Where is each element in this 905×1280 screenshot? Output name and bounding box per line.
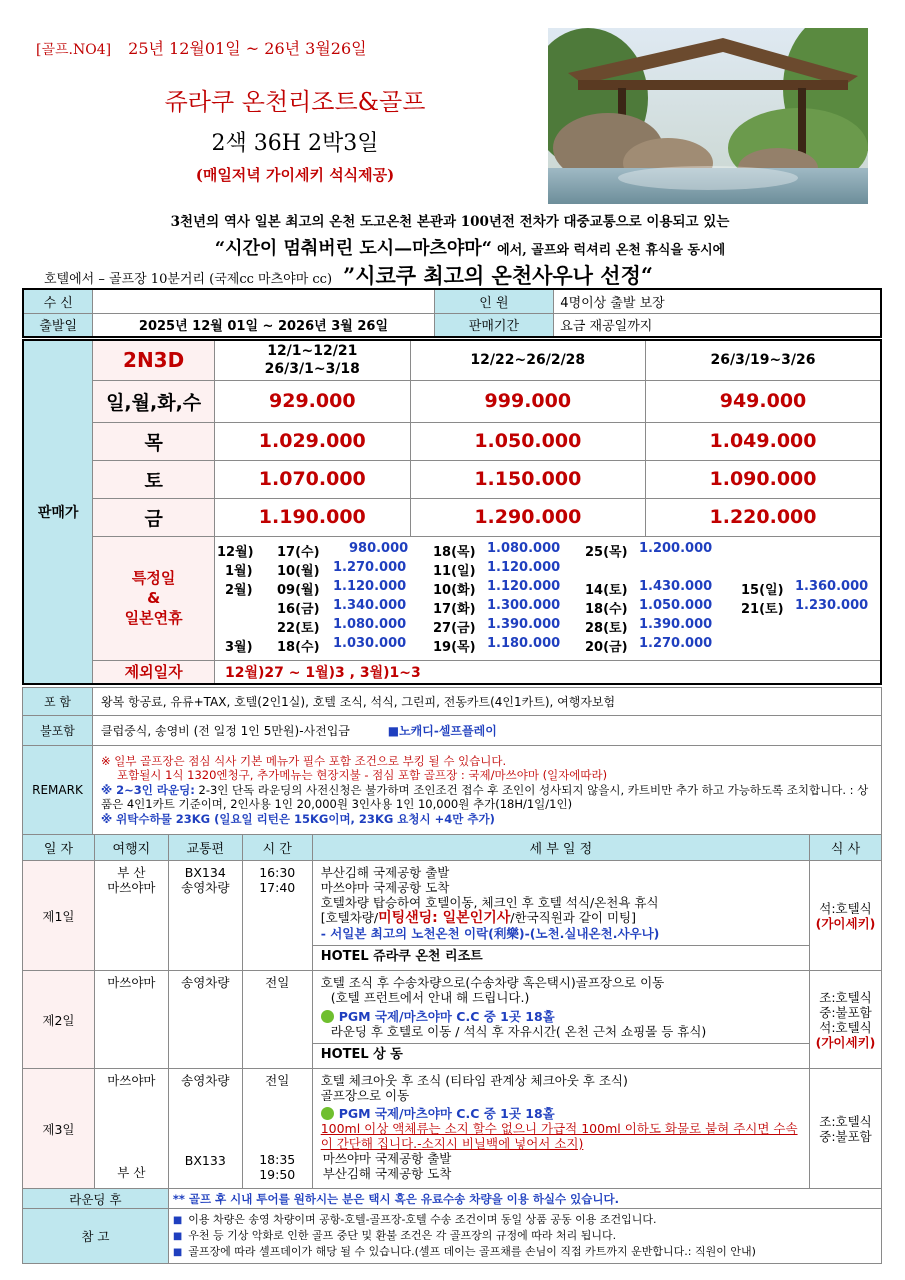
special-day: 14(토)	[584, 583, 628, 598]
special-day: 11(일)	[432, 564, 476, 579]
meeting-b: 미팅샌딩: 일본인기사	[378, 910, 511, 926]
remark-1: ※ 일부 골프장은 점심 식사 기본 메뉴가 필수 포함 조건으로 부킹 될 수 있습니다.	[100, 753, 507, 768]
intro-line-2	[120, 234, 820, 260]
price-cell: 1.290.000	[410, 498, 645, 536]
special-day: 17(화)	[432, 602, 476, 617]
exclusion-label: 제외일자	[93, 660, 215, 684]
special-price: 1.390.000	[638, 617, 713, 632]
special-price: 1.270.000	[638, 636, 713, 651]
square-bullet-icon: ■	[172, 1247, 183, 1258]
exclude-value: 클럽중식, 송영비 (전 일정 1인 5만원)-사전입금	[100, 724, 350, 738]
special-price: 1.180.000	[486, 636, 561, 651]
special-day: 20(금)	[584, 640, 628, 655]
meal: 조:호텔식 중:불포함	[810, 1069, 882, 1189]
period-line	[36, 36, 367, 59]
day-label: 일,월,화,수	[93, 380, 215, 422]
time	[242, 1069, 312, 1189]
meal-kaiseki: (가이세키)	[815, 1034, 876, 1050]
price-cell: 1.150.000	[410, 460, 645, 498]
day2-detail	[312, 971, 809, 1069]
remark-cell	[92, 746, 881, 835]
onsen-photo	[548, 28, 868, 204]
day-label: 제3일	[23, 1069, 95, 1189]
detail-line: 마쓰야마 국제공항 출발	[322, 1151, 452, 1166]
special-day: 09(월)	[276, 583, 320, 598]
col-meal: 식 사	[810, 835, 882, 861]
product-code: [골프.NO4]	[36, 42, 112, 58]
time: 전일	[242, 971, 312, 1069]
meeting-c: /한국직원과 같이 미팅]	[510, 910, 636, 925]
special-dates	[215, 539, 880, 657]
remark-label: REMARK	[23, 746, 93, 835]
range-1: 12/1~12/21 26/3/1~3/18	[214, 340, 410, 380]
day-label: 금	[93, 498, 215, 536]
reference-text: 골프장에 따라 셀프데이가 해당 될 수 있습니다.(셀프 데이는 골프채를 손님이 직접 카트까지 운반합니다.: 직원이 안내)	[188, 1245, 756, 1258]
special-day: 18(수)	[584, 602, 628, 617]
transport: 송영차량	[168, 971, 242, 1069]
reference-item	[173, 1212, 877, 1228]
info-table	[22, 288, 882, 338]
price-cell: 1.220.000	[646, 498, 881, 536]
price-side-label: 판매가	[23, 340, 93, 684]
day-label: 목	[93, 422, 215, 460]
month-label: 3월)	[224, 640, 253, 655]
depart-value: 2025년 12월 01일 ~ 2026년 3월 26일	[93, 313, 434, 337]
hotel-name: HOTEL 쥬라쿠 온천 리조트	[313, 945, 809, 966]
golf-icon	[321, 1107, 334, 1120]
include-value: 왕복 항공료, 유류+TAX, 호텔(2인1실), 호텔 조식, 석식, 그린피, 전동카트(4인1카트), 여행자보험	[92, 688, 881, 716]
people-label: 인 원	[434, 289, 554, 313]
meal-text: 조:호텔식 중:불포함 석:호텔식	[819, 989, 872, 1035]
time-1: 전일	[265, 1073, 290, 1088]
page-title: 쥬라쿠 온천리조트&골프	[164, 88, 426, 116]
special-price: 1.390.000	[486, 617, 561, 632]
liquid-warning: 100ml 이상 액체류는 소지 할수 없으니 가급적 100ml 이하도 화물로 붙혀 주시면 수속이 간단해 집니다.-소지시 비닐백에 넣어서 소지)	[320, 1121, 798, 1151]
self-play-note: ■노캐디-셀프플레이	[387, 724, 497, 738]
special-price: 1.050.000	[638, 598, 713, 613]
golf-line	[321, 1106, 801, 1121]
hotel-name: HOTEL 상 동	[313, 1043, 809, 1064]
special-price: 1.200.000	[638, 541, 713, 556]
remark-3-body: 2-3인 단독 라운딩의 사전신청은 불가하며 조인조건 접수 후 조인이 성사되지 않을시, 카트비만 추가 하고 가능하도록 조치합니다. : 상품은 4인1카트 기준이며, 2인사용 1인 20,000원 3인사용 1인 10,000원 추가(18H/1일/1인)	[100, 782, 869, 812]
meal	[810, 861, 882, 971]
after-round-value: ** 골프 후 시내 투어를 원하시는 분은 택시 혹은 유료수송 차량을 이용 하실수 있습니다.	[168, 1189, 881, 1209]
people-value: 4명이상 출발 보장	[554, 289, 881, 313]
time: 16:30 17:40	[242, 861, 312, 971]
detail-line: 부산김해 국제공항 출발	[320, 865, 450, 880]
day-label: 제2일	[23, 971, 95, 1069]
detail-line: 호텔 조식 후 수송차량으로(수송차량 혹은택시)골프장으로 이동	[320, 975, 665, 990]
special-price: 1.120.000	[486, 560, 561, 575]
special-price: 1.230.000	[794, 598, 869, 613]
special-day: 10(월)	[276, 564, 320, 579]
special-price: 1.080.000	[486, 541, 561, 556]
dinner-note: (매일저녁 가이세키 석식제공)	[195, 166, 395, 184]
period: 25년 12월01일 ~ 26년 3월26일	[128, 39, 367, 58]
special-price: 1.080.000	[332, 617, 407, 632]
detail-line: (호텔 프런트에서 안내 해 드립니다.)	[330, 990, 530, 1005]
transport	[168, 1069, 242, 1189]
special-day: 15(일)	[740, 583, 784, 598]
detail-line: 골프장으로 이동	[320, 1088, 410, 1103]
special-price: 1.360.000	[794, 579, 869, 594]
golf-icon	[321, 1010, 334, 1023]
special-label: 특정일 & 일본연휴	[93, 536, 215, 660]
price-cell: 999.000	[410, 380, 645, 422]
place-1: 마쓰야마	[107, 1073, 156, 1088]
price-cell: 1.090.000	[646, 460, 881, 498]
special-day: 25(목)	[584, 545, 628, 560]
remark-3	[101, 783, 873, 812]
recv-label: 수 신	[23, 289, 93, 313]
special-price: 1.270.000	[332, 560, 407, 575]
detail-line: 마쓰야마 국제공항 도착	[320, 880, 450, 895]
reference-text: 이용 차량은 송영 차량이며 공항-호텔-골프장-호텔 수송 조건이며 동일 상품 공동 이용 조건입니다.	[188, 1213, 657, 1226]
transport-2: BX133	[184, 1153, 226, 1168]
place: 마쓰야마	[94, 971, 168, 1069]
special-price: 1.120.000	[332, 579, 407, 594]
col-transport: 교통편	[168, 835, 242, 861]
reference-item	[173, 1228, 877, 1244]
remark-4: ※ 위탁수하물 23KG (일요일 리턴은 15KG이며, 23KG 요청시 +4만 추가)	[100, 811, 495, 826]
special-price: 1.120.000	[486, 579, 561, 594]
intro-line-3	[44, 260, 874, 290]
terms-table	[22, 687, 882, 835]
special-price: 980.000	[348, 541, 409, 556]
day3-detail	[312, 1069, 809, 1189]
after-round-label: 라운딩 후	[23, 1189, 169, 1209]
meal-text: 석:호텔식	[819, 900, 872, 916]
col-time: 시 간	[242, 835, 312, 861]
transport: BX134 송영차량	[168, 861, 242, 971]
product-duration: 2N3D	[93, 340, 215, 380]
month-label: 2월)	[224, 583, 253, 598]
special-price: 1.300.000	[486, 598, 561, 613]
intro-line-1: 3천년의 역사 일본 최고의 온천 도고온천 본관과 100년전 전차가 대중교통으로 이용되고 있는	[170, 214, 730, 230]
meal	[810, 971, 882, 1069]
col-place: 여행지	[94, 835, 168, 861]
time-2: 18:35 19:50	[259, 1152, 296, 1182]
special-day: 28(토)	[584, 621, 628, 636]
special-day: 19(목)	[432, 640, 476, 655]
intro-quote: “시간이 멈춰버린 도시—마츠야마“	[214, 238, 493, 259]
reference-cell	[168, 1209, 881, 1264]
exclusion-value: 12월)27 ~ 1월)3 , 3월)1~3	[214, 660, 881, 684]
detail-line: 부산김해 국제공항 도착	[322, 1166, 452, 1181]
intro-distance: 호텔에서 – 골프장 10분거리 (국제cc 마츠야마 cc)	[44, 272, 333, 287]
transport-1: 송영차량	[181, 1073, 230, 1088]
golf-line	[321, 1009, 801, 1024]
reference-text: 우천 등 기상 악화로 인한 골프 중단 및 환불 조건은 각 골프장의 규정에 따라 처리 됩니다.	[188, 1229, 617, 1242]
include-label: 포 함	[23, 688, 93, 716]
price-cell: 1.029.000	[214, 422, 410, 460]
special-price: 1.430.000	[638, 579, 713, 594]
schedule-table	[22, 834, 882, 1264]
day1-detail	[312, 861, 809, 971]
meal-kaiseki: (가이세키)	[815, 915, 876, 931]
special-day: 18(목)	[432, 545, 476, 560]
detail-line: 호텔 체크아웃 후 조식 (티타임 관계상 체크아웃 후 조식)	[320, 1073, 628, 1088]
page-subtitle: 2색 36H 2박3일	[211, 131, 379, 156]
day-label: 제1일	[23, 861, 95, 971]
special-day: 27(금)	[432, 621, 476, 636]
depart-label: 출발일	[23, 313, 93, 337]
special-day: 17(수)	[276, 545, 320, 560]
col-detail: 세 부 일 정	[312, 835, 809, 861]
exclude-cell	[92, 716, 881, 746]
golf-course: PGM 국제/마츠야마 C.C 중 1곳 18홀	[338, 1106, 555, 1121]
detail-line: - 서일본 최고의 노천온천 이락(利樂)-(노천.실내온천.사우나)	[320, 926, 660, 941]
month-label: 12월)	[216, 545, 254, 560]
place	[94, 1069, 168, 1189]
special-day: 21(토)	[740, 602, 784, 617]
exclude-label: 불포함	[23, 716, 93, 746]
detail-line: 호텔차량 탑승하여 호텔이동, 체크인 후 호텔 석식/온천욕 휴식	[320, 895, 659, 910]
price-cell: 1.190.000	[214, 498, 410, 536]
remark-2: 포함될시 1식 1320엔청구, 추가메뉴는 현장지불 - 점심 포함 골프장 : 국제/마쓰야마 (일자에따라)	[116, 768, 608, 783]
range-2: 12/22~26/2/28	[410, 340, 645, 380]
intro-rest: 에서, 골프와 럭셔리 온천 휴식을 동시에	[497, 243, 726, 258]
price-cell: 949.000	[646, 380, 881, 422]
place: 부 산 마쓰야마	[94, 861, 168, 971]
header	[0, 0, 905, 290]
sale-value: 요금 재공일까지	[554, 313, 881, 337]
reference-item	[173, 1244, 877, 1260]
recv-value	[93, 289, 434, 313]
remark-3-head: ※ 2~3인 라운딩:	[100, 782, 195, 797]
special-day: 18(수)	[276, 640, 320, 655]
square-bullet-icon: ■	[172, 1215, 183, 1226]
reference-label: 참 고	[23, 1209, 169, 1264]
special-day: 16(금)	[276, 602, 320, 617]
month-label: 1월)	[224, 564, 253, 579]
price-cell: 929.000	[214, 380, 410, 422]
place-2: 부 산	[117, 1165, 146, 1180]
special-price: 1.340.000	[332, 598, 407, 613]
price-cell: 1.050.000	[410, 422, 645, 460]
intro-highlight: ”시코쿠 최고의 온천사우나 선정“	[343, 263, 653, 288]
golf-course: PGM 국제/마츠야마 C.C 중 1곳 18홀	[338, 1009, 555, 1024]
special-day: 10(화)	[432, 583, 476, 598]
day-label: 토	[93, 460, 215, 498]
special-day: 22(토)	[276, 621, 320, 636]
price-cell: 1.049.000	[646, 422, 881, 460]
col-date: 일 자	[23, 835, 95, 861]
detail-line: 라운딩 후 호텔로 이동 / 석식 후 자유시간( 온천 근처 쇼핑몰 등 휴식)	[330, 1024, 707, 1039]
sale-label: 판매기간	[434, 313, 554, 337]
detail-line	[321, 910, 801, 926]
range-3: 26/3/19~3/26	[646, 340, 881, 380]
square-bullet-icon: ■	[172, 1231, 183, 1242]
meeting-a: [호텔차량/	[320, 910, 379, 925]
price-cell: 1.070.000	[214, 460, 410, 498]
price-table	[22, 339, 882, 685]
special-price: 1.030.000	[332, 636, 407, 651]
